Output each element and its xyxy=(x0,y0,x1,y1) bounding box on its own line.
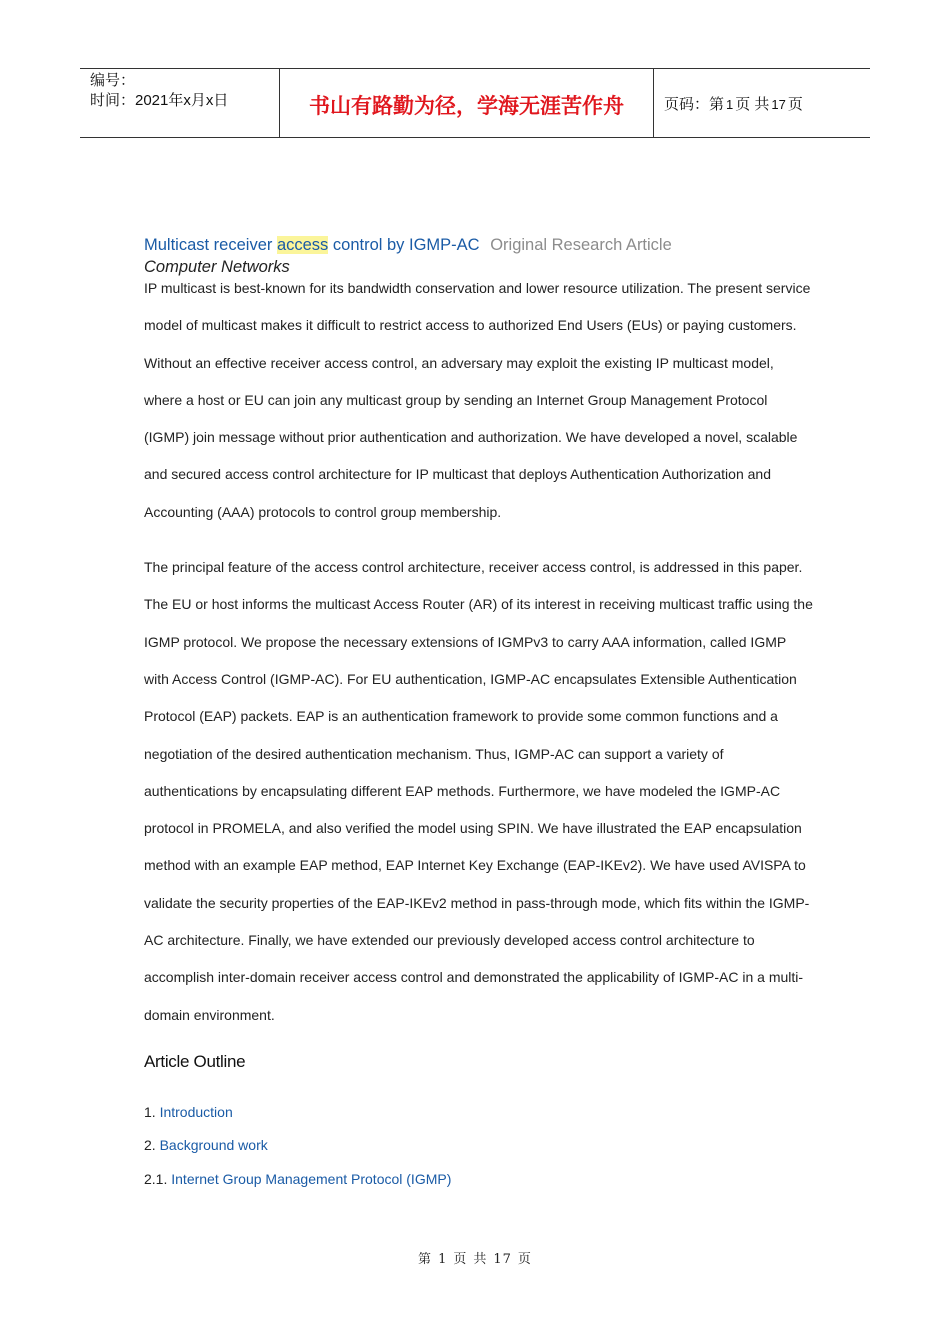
footer-mid2: 共 xyxy=(473,1252,488,1267)
header-page-info xyxy=(654,69,870,137)
header-number-label: 编号： xyxy=(90,72,136,89)
outline-item xyxy=(144,1163,814,1196)
outline-item-number: 2. xyxy=(144,1137,160,1154)
article-title-part1[interactable]: Multicast receiver xyxy=(144,236,277,254)
outline-list xyxy=(144,1096,814,1196)
article-title-part2[interactable]: control by IGMP-AC xyxy=(328,236,480,254)
outline-item xyxy=(144,1096,814,1129)
footer-suffix: 页 xyxy=(517,1252,532,1267)
header-meta xyxy=(80,69,280,137)
abstract-paragraph-1: IP multicast is best-known for its bandwidth conservation and lower resource utilization. The present service model of multicast makes it difficult to restrict access to authorized End Users (EUs) or paying customers. Without an effective receiver access control, an adversary may exploit the existing IP multicast model, where a host or EU can join any multicast group by sending an Internet Group Management Protocol (IGMP) join message without prior authentication and authorization. We have developed a novel, scalable and secured access control architecture for IP multicast that deploys Authentication Authorization and Accounting (AAA) protocols to control group membership. xyxy=(144,280,811,520)
article-title-line xyxy=(144,232,814,258)
footer-prefix: 第 xyxy=(418,1252,433,1267)
outline-item-number: 1. xyxy=(144,1103,160,1120)
footer-mid1: 页 xyxy=(453,1252,468,1267)
header-page-mid: 页 共 xyxy=(735,96,770,113)
footer-current: 1 xyxy=(438,1252,448,1267)
article-type: Original Research Article xyxy=(490,236,672,254)
article-title[interactable] xyxy=(144,236,480,254)
header-page-suffix: 页 xyxy=(787,96,803,113)
outline-item-number: 2.1. xyxy=(144,1170,172,1187)
outline-link-background-work[interactable]: Background work xyxy=(159,1137,268,1154)
header-time-label: 时间：2021年x月x日 xyxy=(90,92,229,109)
header-page-prefix: 页码：第 xyxy=(664,96,725,113)
footer-total: 17 xyxy=(493,1252,512,1267)
journal-name: Computer Networks xyxy=(144,258,290,276)
outline-link-introduction[interactable]: Introduction xyxy=(159,1103,233,1120)
page-footer xyxy=(0,1248,950,1267)
abstract-paragraph-2: The principal feature of the access control architecture, receiver access control, is addressed in this paper. The EU or host informs the multicast Access Router (AR) of its interest in receiving multicast traffic using the IGMP protocol. We propose the necessary extensions of IGMPv3 to carry AAA information, called IGMP with Access Control (IGMP-AC). For EU authentication, IGMP-AC encapsulates Extensible Authentication Protocol (EAP) packets. EAP is an authentication framework to provide some common functions and a negotiation of the desired authentication mechanism. Thus, IGMP-AC can support a variety of authentications by encapsulating different EAP methods. Furthermore, we have modeled the IGMP-AC protocol in PROMELA, and also verified the model using SPIN. We have illustrated the EAP encapsulation method with an example EAP method, EAP Internet Key Exchange (EAP-IKEv2). We have used AVISPA to validate the security properties of the EAP-IKEv2 method in pass-through mode, which fits within the IGMP-AC architecture. Finally, we have extended our previously developed access control architecture to accomplish inter-domain receiver access control and demonstrated the applicability of IGMP-AC in a multi-domain environment. xyxy=(144,559,813,1023)
article-body xyxy=(144,232,814,1196)
page-header xyxy=(80,68,870,138)
outline-link-igmp[interactable]: Internet Group Management Protocol (IGMP) xyxy=(171,1170,452,1187)
outline-item xyxy=(144,1129,814,1162)
header-page-total: 17 xyxy=(771,97,786,112)
article-title-highlight[interactable]: access xyxy=(276,236,329,254)
header-page-current: 1 xyxy=(726,97,734,112)
header-motto: 书山有路勤为径，学海无涯苦作舟 xyxy=(280,69,654,137)
outline-heading: Article Outline xyxy=(144,1051,246,1071)
